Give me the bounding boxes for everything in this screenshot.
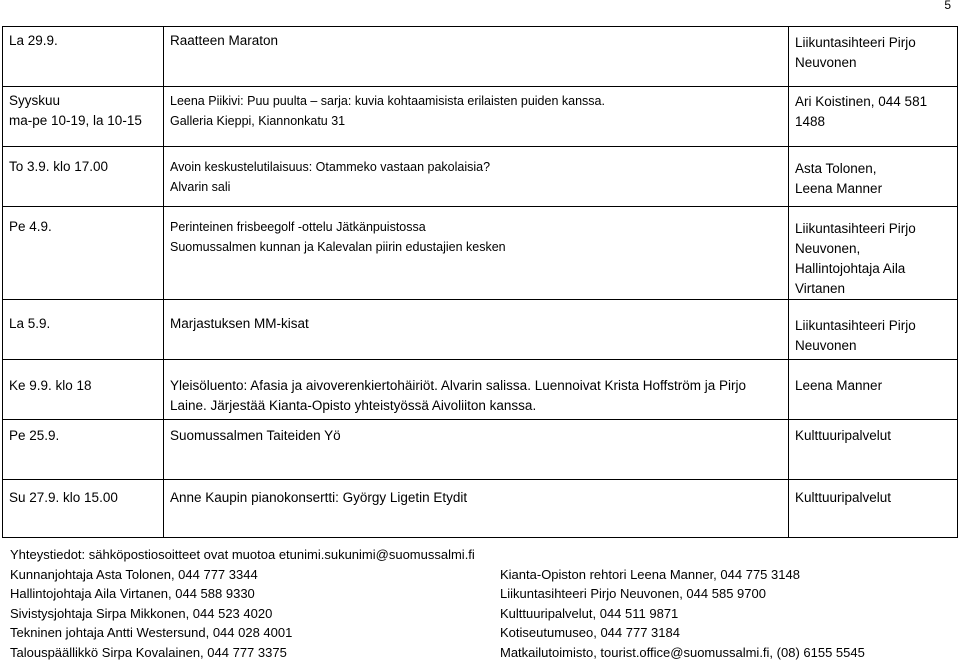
contact-row	[10, 565, 950, 585]
event-description: Raatteen Maraton	[164, 27, 789, 87]
event-description: Suomussalmen Taiteiden Yö	[164, 420, 789, 480]
contact-info	[10, 545, 950, 663]
contact-row	[10, 643, 950, 663]
contact-row	[10, 623, 950, 643]
event-description: Avoin keskustelutilaisuus: Otammeko vastaan pakolaisia? Alvarin sali	[164, 147, 789, 207]
table-row	[3, 360, 958, 420]
event-contact: Asta Tolonen, Leena Manner	[789, 147, 958, 207]
event-contact: Leena Manner	[789, 360, 958, 420]
event-description: Anne Kaupin pianokonsertti: György Ligetin Etydit	[164, 480, 789, 538]
event-contact: Kulttuuripalvelut	[789, 480, 958, 538]
contact-row	[10, 604, 950, 624]
event-description: Yleisöluento: Afasia ja aivoverenkiertohäiriöt. Alvarin salissa. Luennoivat Krista Hoffström ja Pirjo Laine. Järjestää Kianta-Opisto yhteistyössä Aivoliiton kanssa.	[164, 360, 789, 420]
event-date: To 3.9. klo 17.00	[3, 147, 164, 207]
contact-right: Kulttuuripalvelut, 044 511 9871	[500, 605, 679, 621]
event-description: Perinteinen frisbeegolf -ottelu Jätkänpuistossa Suomussalmen kunnan ja Kalevalan piirin edustajien kesken	[164, 207, 789, 300]
event-date: Pe 4.9.	[3, 207, 164, 300]
contact-left: Talouspäällikkö Sirpa Kovalainen, 044 777 3375	[10, 644, 287, 660]
event-contact: Liikuntasihteeri Pirjo Neuvonen	[789, 300, 958, 360]
event-date: Su 27.9. klo 15.00	[3, 480, 164, 538]
table-row	[3, 480, 958, 538]
event-date: La 29.9.	[3, 27, 164, 87]
contact-row	[10, 584, 950, 604]
contact-left: Hallintojohtaja Aila Virtanen, 044 588 9330	[10, 586, 255, 602]
event-date: La 5.9.	[3, 300, 164, 360]
contact-right: Kianta-Opiston rehtori Leena Manner, 044 775 3148	[500, 566, 800, 582]
event-description: Leena Piikivi: Puu puulta – sarja: kuvia kohtaamisista erilaisten puiden kanssa. Galleria Kieppi, Kiannonkatu 31	[164, 87, 789, 147]
event-date: Syyskuu ma-pe 10-19, la 10-15	[3, 87, 164, 147]
event-date: Ke 9.9. klo 18	[3, 360, 164, 420]
event-contact: Ari Koistinen, 044 581 1488	[789, 87, 958, 147]
contact-left: Tekninen johtaja Antti Westersund, 044 028 4001	[10, 625, 293, 641]
table-row	[3, 27, 958, 87]
contact-right: Matkailutoimisto, tourist.office@suomussalmi.fi, (08) 6155 5545	[500, 644, 865, 660]
event-contact: Liikuntasihteeri Pirjo Neuvonen	[789, 27, 958, 87]
table-row	[3, 207, 958, 300]
page-number: 5	[944, 0, 951, 12]
event-description: Marjastuksen MM-kisat	[164, 300, 789, 360]
contact-right: Liikuntasihteeri Pirjo Neuvonen, 044 585 9700	[500, 586, 766, 602]
contact-intro: Yhteystiedot: sähköpostiosoitteet ovat muotoa etunimi.sukunimi@suomussalmi.fi	[10, 547, 475, 562]
event-contact: Liikuntasihteeri Pirjo Neuvonen, Hallintojohtaja Aila Virtanen	[789, 207, 958, 300]
event-date: Pe 25.9.	[3, 420, 164, 480]
table-row	[3, 300, 958, 360]
contact-left: Sivistysjohtaja Sirpa Mikkonen, 044 523 4020	[10, 605, 273, 621]
table-row	[3, 87, 958, 147]
contact-right: Kotiseutumuseo, 044 777 3184	[500, 625, 680, 641]
events-table	[2, 26, 958, 538]
table-row	[3, 420, 958, 480]
contact-left: Kunnanjohtaja Asta Tolonen, 044 777 3344	[10, 566, 258, 582]
table-row	[3, 147, 958, 207]
event-contact: Kulttuuripalvelut	[789, 420, 958, 480]
